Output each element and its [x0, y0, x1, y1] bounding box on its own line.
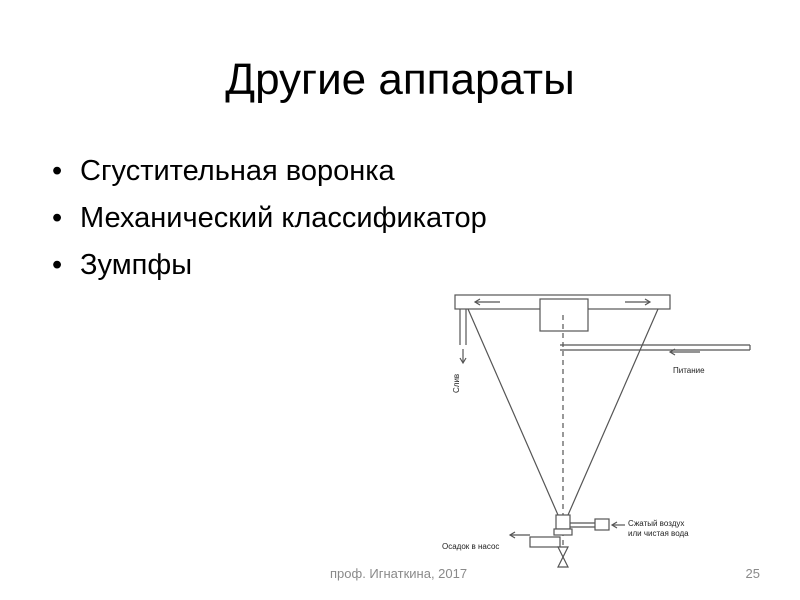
- label-sediment: Осадок в насос: [442, 542, 500, 551]
- label-air-line2: или чистая вода: [628, 529, 689, 538]
- bullet-list: [52, 148, 487, 289]
- label-overflow: Слив: [452, 373, 461, 393]
- sediment-pipe: [530, 537, 560, 547]
- slide-footer: [0, 566, 800, 586]
- label-feed: Питание: [673, 366, 705, 375]
- funnel-wall-left: [468, 309, 558, 515]
- bullet-item: • Сгустительная воронка: [52, 148, 487, 195]
- bottom-valve: [556, 515, 570, 529]
- slide-title: Другие аппараты: [225, 55, 575, 104]
- bullet-item: • Механический классификатор: [52, 195, 487, 242]
- bullet-item: • Зумпфы: [52, 242, 487, 289]
- page-number: 25: [745, 566, 760, 581]
- label-air-line1: Сжатый воздух: [628, 519, 685, 528]
- feed-box: [540, 299, 588, 331]
- footer-author: проф. Игнаткина, 2017: [330, 566, 468, 581]
- funnel-wall-right: [568, 309, 658, 515]
- thickening-funnel-diagram: [430, 285, 770, 575]
